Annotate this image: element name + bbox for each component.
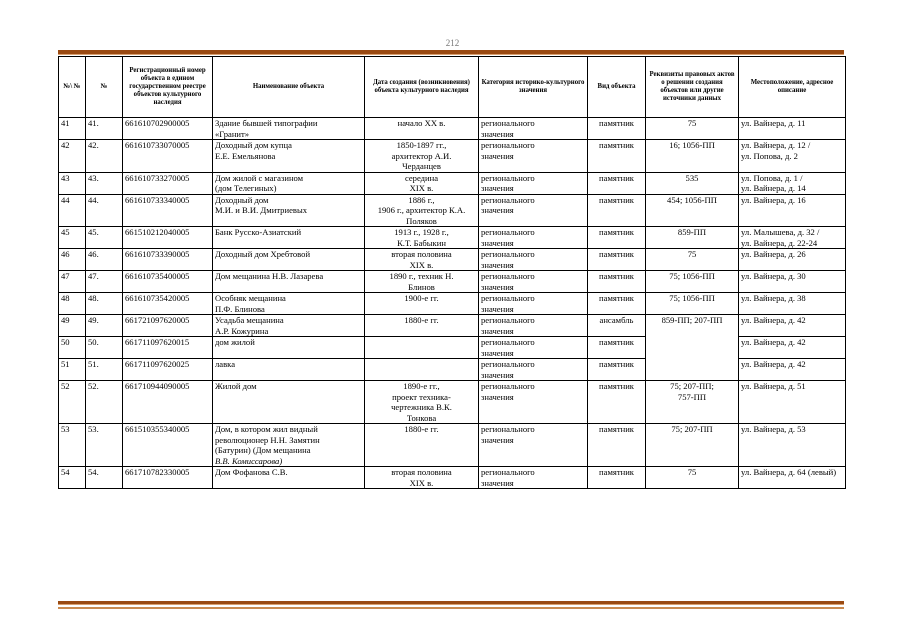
category: регионального значения — [479, 467, 588, 489]
col-header-date: Дата создания (возникновения) объекта культурного наследия — [365, 57, 479, 118]
bottom-divider-secondary — [58, 607, 844, 609]
row-number: 45. — [86, 227, 123, 249]
creation-date: 1890-е гг., проект техника- чертежника В.К. Тонкова — [365, 381, 479, 424]
creation-date: 1880-е гг. — [365, 424, 479, 467]
registration-number: 661610735420005 — [123, 293, 213, 315]
creation-date: 1900-е гг. — [365, 293, 479, 315]
category: регионального значения — [479, 194, 588, 227]
row-number: 50. — [86, 337, 123, 359]
object-name: Дом мещанина Н.В. Лазарева — [213, 271, 365, 293]
table-row — [59, 381, 846, 424]
table-row — [59, 227, 846, 249]
registration-number: 661610733070005 — [123, 140, 213, 173]
object-name: Доходный дом М.И. и В.И. Дмитриевых — [213, 194, 365, 227]
category: регионального значения — [479, 140, 588, 173]
table-row — [59, 315, 846, 337]
registration-number: 661711097620025 — [123, 359, 213, 381]
address: ул. Вайнера, д. 16 — [739, 194, 846, 227]
object-kind: памятник — [588, 293, 646, 315]
table-header-row — [59, 57, 846, 118]
row-index: 49 — [59, 315, 86, 337]
creation-date: 1880-е гг. — [365, 315, 479, 337]
address: ул. Вайнера, д. 51 — [739, 381, 846, 424]
table-row — [59, 249, 846, 271]
object-name: Банк Русско-Азиатский — [213, 227, 365, 249]
object-name: Доходный дом Хребтовой — [213, 249, 365, 271]
category: регионального значения — [479, 424, 588, 467]
creation-date: 1886 г., 1906 г., архитектор К.А. Поляков — [365, 194, 479, 227]
legal-acts: 16; 1056-ПП — [646, 140, 739, 173]
legal-acts: 454; 1056-ПП — [646, 194, 739, 227]
row-index: 41 — [59, 118, 86, 140]
col-header-name: Наименование объекта — [213, 57, 365, 118]
object-name: Дом жилой с магазином (дом Телегиных) — [213, 172, 365, 194]
row-index: 52 — [59, 381, 86, 424]
table-row — [59, 172, 846, 194]
object-name: Жилой дом — [213, 381, 365, 424]
creation-date — [365, 337, 479, 359]
category: регионального значения — [479, 271, 588, 293]
row-number: 53. — [86, 424, 123, 467]
object-kind: памятник — [588, 227, 646, 249]
legal-acts: 535 — [646, 172, 739, 194]
creation-date: вторая половина XIX в. — [365, 249, 479, 271]
address: ул. Попова, д. 1 / ул. Вайнера, д. 14 — [739, 172, 846, 194]
registration-number: 661510212040005 — [123, 227, 213, 249]
category: регионального значения — [479, 118, 588, 140]
address: ул. Вайнера, д. 42 — [739, 359, 846, 381]
top-divider — [58, 50, 844, 55]
registration-number: 661610702900005 — [123, 118, 213, 140]
object-kind: памятник — [588, 337, 646, 359]
creation-date: середина XIX в. — [365, 172, 479, 194]
row-number: 44. — [86, 194, 123, 227]
object-kind: памятник — [588, 381, 646, 424]
creation-date: 1890 г., техник Н. Блинов — [365, 271, 479, 293]
col-header-acts: Реквизиты правовых актов о решении создания объектов или другие источники данных — [646, 57, 739, 118]
category: регионального значения — [479, 381, 588, 424]
col-header-address: Местоположение, адресное описание — [739, 57, 846, 118]
object-kind: ансамбль — [588, 315, 646, 337]
legal-acts: 859-ПП — [646, 227, 739, 249]
address: ул. Вайнера, д. 42 — [739, 337, 846, 359]
table-row — [59, 194, 846, 227]
object-name: Дом, в котором жил видный революционер Н.Н. Замятин (Батурин) (Дом мещанина В.В. Комиссарова) — [213, 424, 365, 467]
creation-date: 1913 г., 1928 г., К.Т. Бабыкин — [365, 227, 479, 249]
row-number: 42. — [86, 140, 123, 173]
table-row — [59, 293, 846, 315]
col-header-number: № — [86, 57, 123, 118]
object-kind: памятник — [588, 467, 646, 489]
row-index: 53 — [59, 424, 86, 467]
row-index: 43 — [59, 172, 86, 194]
category: регионального значения — [479, 172, 588, 194]
registration-number: 661710944090005 — [123, 381, 213, 424]
object-name: дом жилой — [213, 337, 365, 359]
registration-number: 661610733340005 — [123, 194, 213, 227]
object-kind: памятник — [588, 249, 646, 271]
address: ул. Вайнера, д. 26 — [739, 249, 846, 271]
row-index: 54 — [59, 467, 86, 489]
row-index: 45 — [59, 227, 86, 249]
object-kind: памятник — [588, 359, 646, 381]
row-number: 49. — [86, 315, 123, 337]
legal-acts: 75 — [646, 467, 739, 489]
address: ул. Вайнера, д. 11 — [739, 118, 846, 140]
registration-number: 661510355340005 — [123, 424, 213, 467]
row-number: 43. — [86, 172, 123, 194]
address: ул. Вайнера, д. 12 / ул. Попова, д. 2 — [739, 140, 846, 173]
registration-number: 661711097620015 — [123, 337, 213, 359]
registration-number: 661610733270005 — [123, 172, 213, 194]
category: регионального значения — [479, 359, 588, 381]
table-row — [59, 424, 846, 467]
registration-number: 661721097620005 — [123, 315, 213, 337]
object-name: Здание бывшей типографии «Гранит» — [213, 118, 365, 140]
legal-acts: 75; 1056-ПП — [646, 293, 739, 315]
object-kind: памятник — [588, 140, 646, 173]
row-index: 44 — [59, 194, 86, 227]
object-name: Доходный дом купца Е.Е. Емельянова — [213, 140, 365, 173]
object-kind: памятник — [588, 424, 646, 467]
category: регионального значения — [479, 293, 588, 315]
category: регионального значения — [479, 337, 588, 359]
col-header-kind: Вид объекта — [588, 57, 646, 118]
object-name: лавка — [213, 359, 365, 381]
row-number: 54. — [86, 467, 123, 489]
table-row — [59, 271, 846, 293]
table-row — [59, 118, 846, 140]
object-kind: памятник — [588, 118, 646, 140]
creation-date: вторая половина XIX в. — [365, 467, 479, 489]
legal-acts: 75; 1056-ПП — [646, 271, 739, 293]
object-name: Особняк мещанина П.Ф. Блинова — [213, 293, 365, 315]
object-kind: памятник — [588, 271, 646, 293]
object-kind: памятник — [588, 172, 646, 194]
category: регионального значения — [479, 227, 588, 249]
category: регионального значения — [479, 315, 588, 337]
object-name: Дом Фофанова С.В. — [213, 467, 365, 489]
bottom-divider — [58, 601, 844, 605]
category: регионального значения — [479, 249, 588, 271]
object-name: Усадьба мещанина А.Р. Кожурина — [213, 315, 365, 337]
row-number: 51. — [86, 359, 123, 381]
row-number: 47. — [86, 271, 123, 293]
address: ул. Вайнера, д. 53 — [739, 424, 846, 467]
address: ул. Вайнера, д. 30 — [739, 271, 846, 293]
row-index: 42 — [59, 140, 86, 173]
legal-acts: 75; 207-ПП; 757-ПП — [646, 381, 739, 424]
registration-number: 661610733390005 — [123, 249, 213, 271]
page-number: 212 — [445, 38, 460, 48]
legal-acts: 859-ПП; 207-ПП — [646, 315, 739, 381]
row-index: 47 — [59, 271, 86, 293]
address: ул. Малышева, д. 32 / ул. Вайнера, д. 22-24 — [739, 227, 846, 249]
creation-date: начало XX в. — [365, 118, 479, 140]
row-index: 46 — [59, 249, 86, 271]
registration-number: 661710782330005 — [123, 467, 213, 489]
table-row — [59, 467, 846, 489]
row-number: 46. — [86, 249, 123, 271]
row-index: 48 — [59, 293, 86, 315]
legal-acts: 75 — [646, 249, 739, 271]
object-kind: памятник — [588, 194, 646, 227]
row-number: 48. — [86, 293, 123, 315]
creation-date: 1850-1897 гг., архитектор А.И. Черданцев — [365, 140, 479, 173]
row-number: 52. — [86, 381, 123, 424]
address: ул. Вайнера, д. 42 — [739, 315, 846, 337]
registration-number: 661610735400005 — [123, 271, 213, 293]
heritage-registry-table — [58, 56, 846, 489]
address: ул. Вайнера, д. 64 (левый) — [739, 467, 846, 489]
row-index: 51 — [59, 359, 86, 381]
creation-date — [365, 359, 479, 381]
col-header-index: №\ № — [59, 57, 86, 118]
address: ул. Вайнера, д. 38 — [739, 293, 846, 315]
col-header-registration: Регистрационный номер объекта в едином государственном реестре объектов культурного наследия — [123, 57, 213, 118]
legal-acts: 75 — [646, 118, 739, 140]
row-index: 50 — [59, 337, 86, 359]
table-row — [59, 140, 846, 173]
col-header-category: Категория историко-культурного значения — [479, 57, 588, 118]
row-number: 41. — [86, 118, 123, 140]
legal-acts: 75; 207-ПП — [646, 424, 739, 467]
